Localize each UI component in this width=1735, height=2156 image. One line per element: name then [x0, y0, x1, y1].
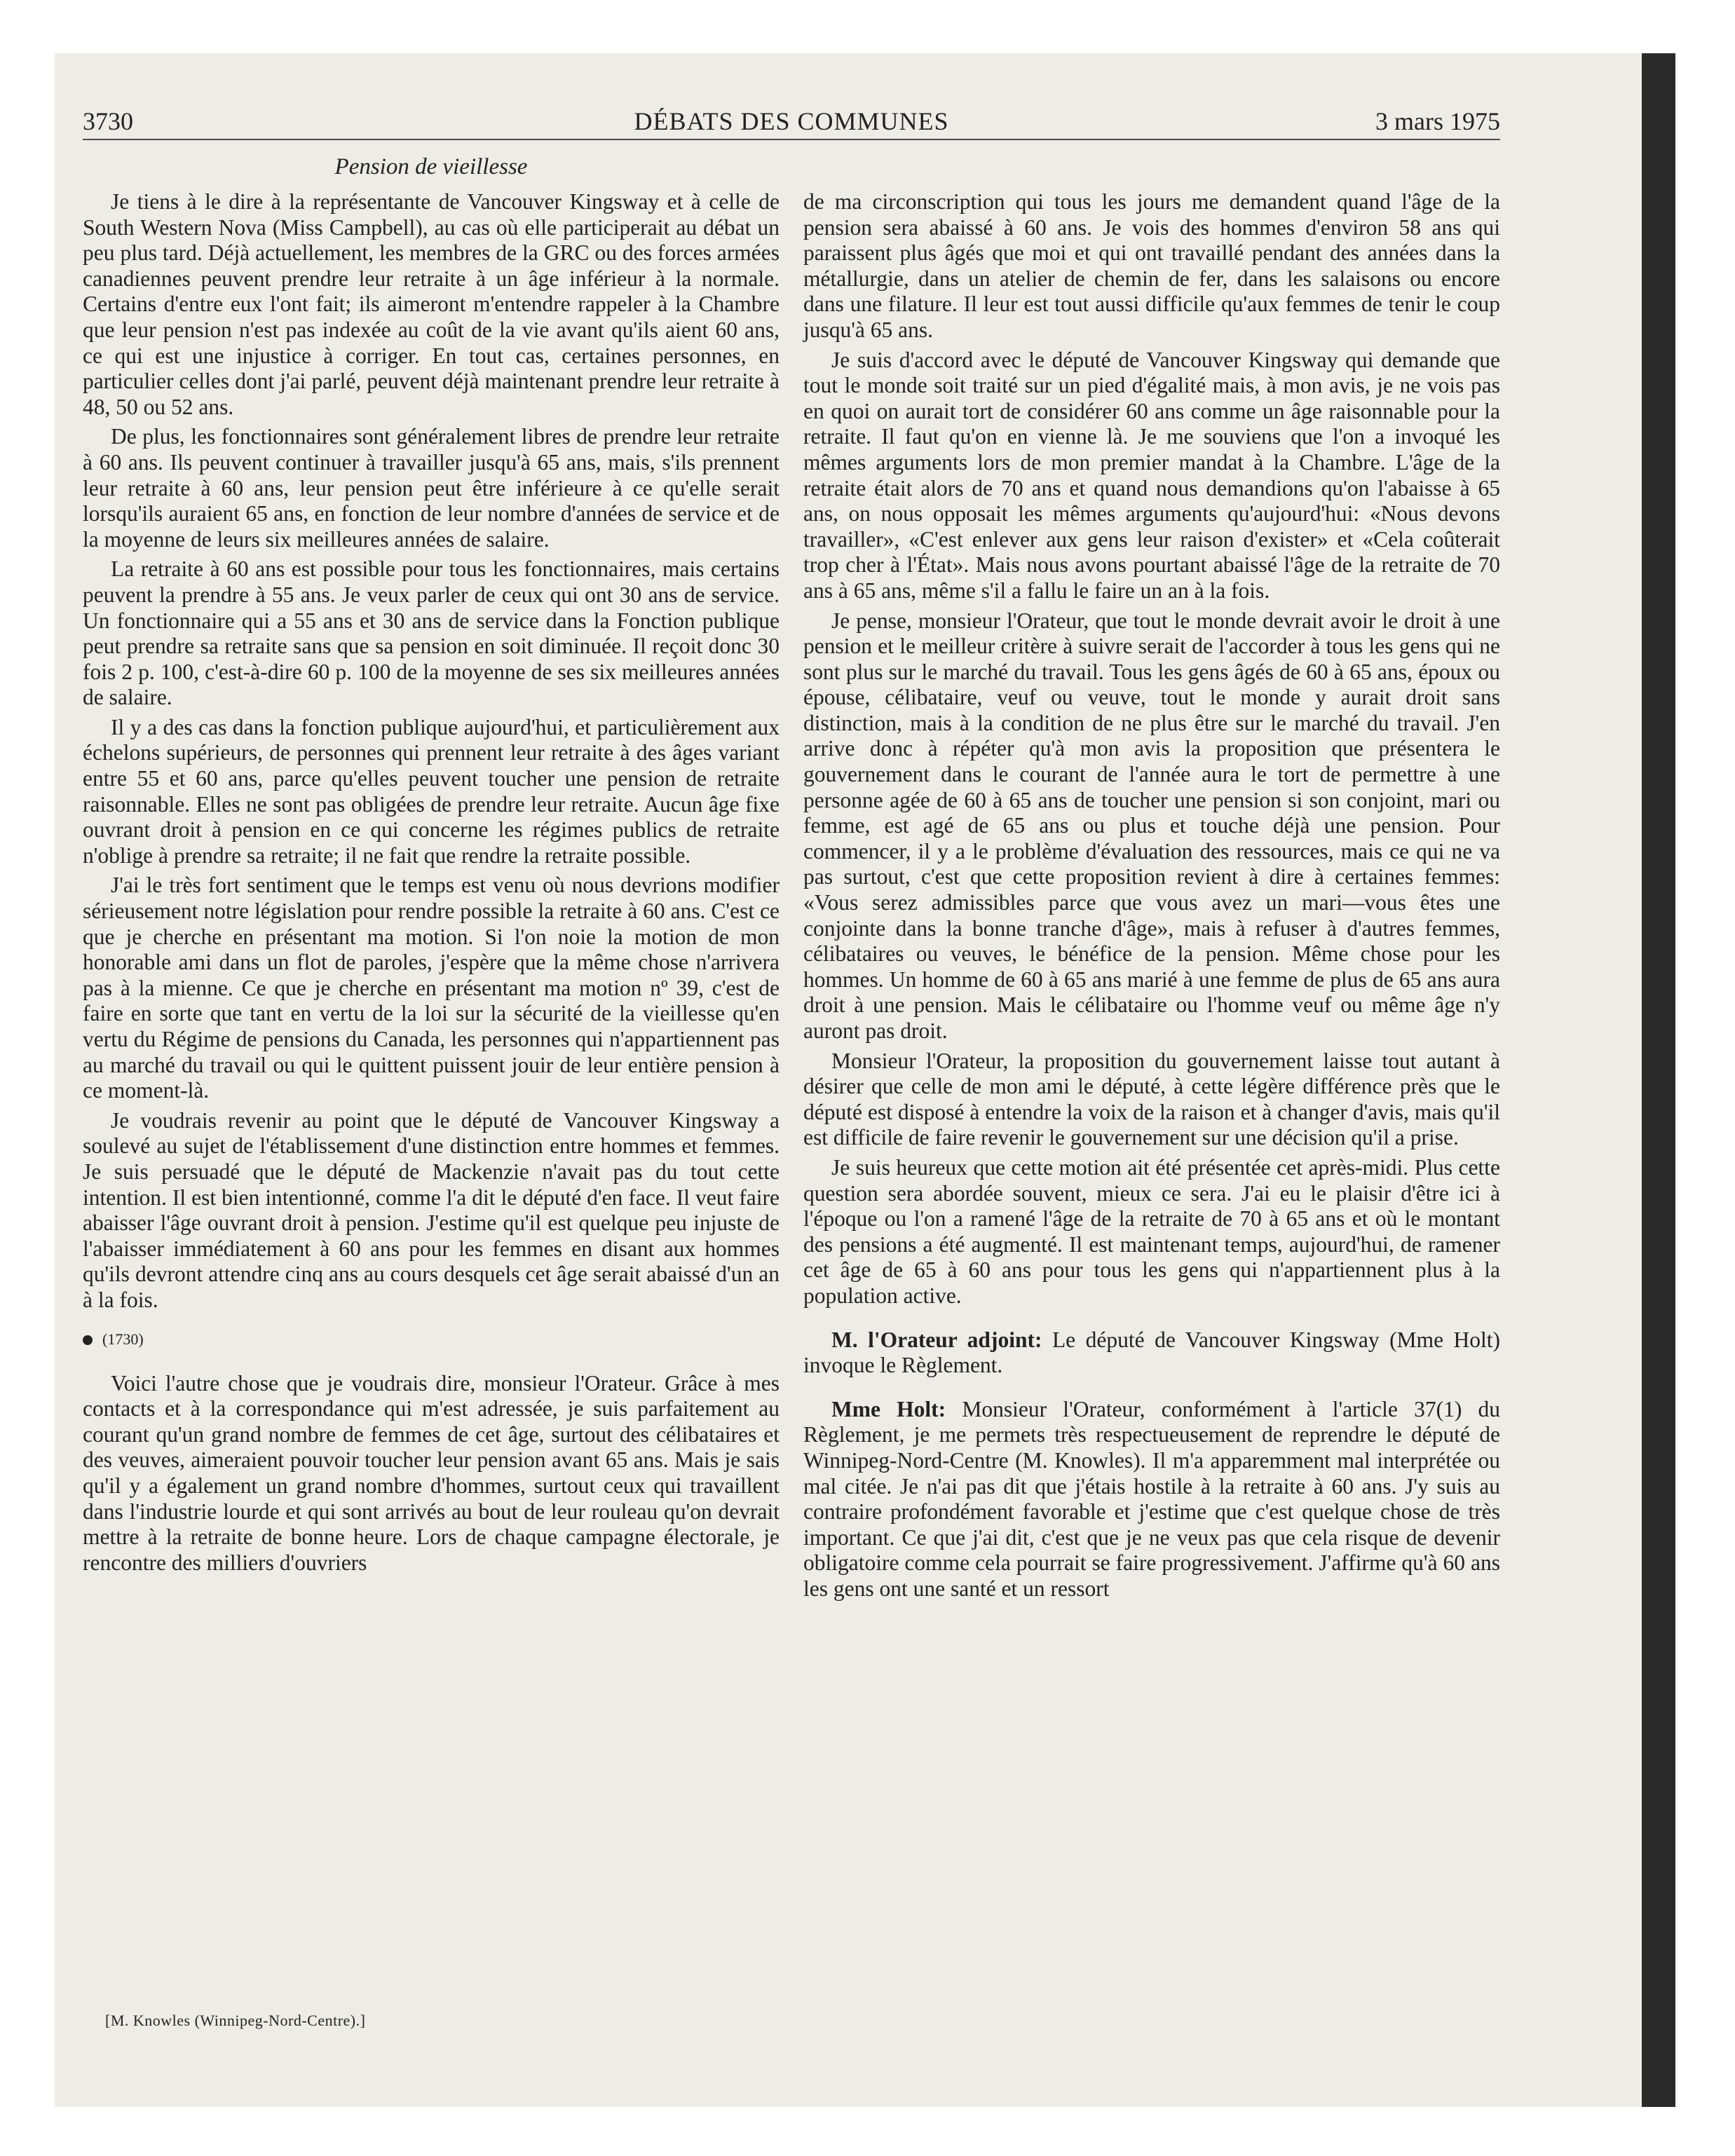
- paragraph: Je voudrais revenir au point que le député de Vancouver Kingsway a soulevé au sujet de l'établissement d'une distinction entre hommes et femmes. Je suis persuadé que le député de Mackenzie n'avait pas du tout cette intention. Il est bien intentionné, comme l'a dit le député d'en face. Il veut faire abaisser l'âge ouvrant droit à pension. J'estime qu'il est quelque peu injuste de l'abaisser immédiatement à 60 ans pour les femmes en disant aux hommes qu'ils devront attendre cinq ans au cours desquels cet âge serait abaissé d'un an à la fois.: [83, 1107, 780, 1312]
- paragraph: J'ai le très fort sentiment que le temps est venu où nous devrions modifier sérieusement notre législation pour rendre possible la retraite à 60 ans. C'est ce que je cherche en présentant ma motion. Si l'on noie la motion de mon honorable ami dans un flot de paroles, j'espère que la même chose n'arrivera pas à la mienne. Ce que je cherche en présentant ma motion nº 39, c'est de faire en sorte que tant en vertu de la loi sur la sécurité de la vieillesse qu'en vertu du Régime de pensions du Canada, les personnes qui n'appartiennent pas au marché du travail ou qui le quittent puissent jouir de leur entière pension à ce moment-là.: [83, 873, 780, 1103]
- time-marker-text: (1730): [102, 1330, 144, 1348]
- speaker-text: Monsieur l'Orateur, conformément à l'article 37(1) du Règlement, je me permets très respectueusement de reprendre le député de Winnipeg-Nord-Centre (M. Knowles). Il m'a apparemment mal interprétée ou mal citée. Je n'ai pas dit que j'étais hostile à la retraite à 60 ans. J'y suis au contraire profondément favorable et j'estime que c'est quelque chose de très important. Ce que j'ai dit, c'est que je ne veux pas que cela risque de devenir obligatoire comme cela pourrait se faire progressivement. J'affirme qu'à 60 ans les gens ont une santé et un ressort: [803, 1396, 1501, 1601]
- scan-edge-band: [1642, 53, 1675, 2107]
- paragraph: Il y a des cas dans la fonction publique aujourd'hui, et particulièrement aux échelons supérieurs, de personnes qui prennent leur retraite à des âges variant entre 55 et 60 ans, parce qu'elles peuvent toucher une pension de retraite raisonnable. Elles ne sont pas obligées de prendre leur retraite. Aucun âge fixe ouvrant droit à pension en ce qui concerne les régimes publics de retraite n'oblige à prendre sa retraite; il ne fait que rendre la retraite possible.: [83, 714, 780, 868]
- paragraph: Voici l'autre chose que je voudrais dire, monsieur l'Orateur. Grâce à mes contacts et à la correspondance qui m'est adressée, je suis parfaitement au courant qu'un grand nombre de femmes de cet âge, surtout des célibataires et des veuves, aimeraient pouvoir toucher leur pension avant 65 ans. Mais je sais qu'il y a également un grand nombre d'hommes, surtout ceux qui travaillent dans l'industrie lourde et qui sont arrivés au bout de leur rouleau qu'on devrait mettre à la retraite de bonne heure. Lors de chaque campagne électorale, je rencontre des milliers d'ouvriers: [83, 1370, 780, 1575]
- speaker-name: Mme Holt:: [831, 1396, 946, 1421]
- paragraph: Je tiens à le dire à la représentante de Vancouver Kingsway et à celle de South Western Nova (Miss Campbell), au cas où elle participerait au débat un peu plus tard. Déjà actuellement, les membres de la GRC ou des forces armées canadiennes peuvent prendre leur retraite à un âge inférieur à la normale. Certains d'entre eux l'ont fait; ils aimeront m'entendre rappeler à la Chambre que leur pension n'est pas indexée au coût de la vie avant qu'ils aient 60 ans, ce qui est une injustice à corriger. En tout cas, certaines personnes, en particulier celles dont j'ai parlé, peuvent déjà maintenant prendre leur retraite à 48, 50 ou 52 ans.: [83, 189, 780, 419]
- section-title: Pension de vieillesse: [334, 154, 528, 179]
- right-column: [803, 189, 1500, 1606]
- paragraph: Je suis d'accord avec le député de Vancouver Kingsway qui demande que tout le monde soit traité sur un pied d'égalité mais, à mon avis, je ne vois pas en quoi on aurait tort de considérer 60 ans comme un âge raisonnable pour la retraite. Il faut qu'on en vienne là. Je me souviens que l'on a invoqué les mêmes arguments lors de mon premier mandat à la Chambre. L'âge de la retraite était alors de 70 ans et quand nous demandions qu'on l'abaisse à 65 ans, on nous opposait les mêmes arguments qu'aujourd'hui: «Nous devons travailler», «C'est enlever aux gens leur raison d'exister» et «Cela coûterait trop cher à l'État». Mais nous avons pourtant abaissé l'âge de la retraite de 70 ans à 65 ans, même s'il a fallu le faire un an à la fois.: [803, 347, 1500, 603]
- holt-paragraph: [803, 1397, 1500, 1602]
- speaker-name: M. l'Orateur adjoint:: [831, 1327, 1042, 1352]
- speaker-footer-note: [M. Knowles (Winnipeg-Nord-Centre).]: [105, 2012, 366, 2029]
- publication-date: 3 mars 1975: [1375, 107, 1500, 135]
- page-header: [83, 100, 1500, 140]
- paragraph: Monsieur l'Orateur, la proposition du gouvernement laisse tout autant à désirer que celle de mon ami le député, à cette légère différence près que le député est disposé à entendre la voix de la raison et à changer d'avis, mais qu'il est difficile de faire revenir le gouvernement sur une décision qu'il a prise.: [803, 1048, 1500, 1150]
- paragraph: Je suis heureux que cette motion ait été présentée cet après-midi. Plus cette question sera abordée souvent, mieux ce sera. J'ai eu le plaisir d'être ici à l'époque ou l'on a ramené l'âge de la retraite de 70 à 65 ans et où le montant des pensions a été augmenté. Il est maintenant temps, aujourd'hui, de ramener cet âge de 65 à 60 ans pour tous les gens qui n'appartiennent plus à la population active.: [803, 1154, 1500, 1308]
- paragraph: La retraite à 60 ans est possible pour tous les fonctionnaires, mais certains peuvent la prendre à 55 ans. Je veux parler de ceux qui ont 30 ans de service. Un fonctionnaire qui a 55 ans et 30 ans de service dans la Fonction publique peut prendre sa retraite sans que sa pension en soit diminuée. Il reçoit donc 30 fois 2 p. 100, c'est-à-dire 60 p. 100 de la moyenne de ses six meilleures années de salaire.: [83, 557, 780, 710]
- paragraph: de ma circonscription qui tous les jours me demandent quand l'âge de la pension sera abaissé à 60 ans. Je vois des hommes d'environ 58 ans qui paraissent plus âgés que moi et qui ont travaillé pendant des années dans la métallurgie, dans un atelier de chemin de fer, dans les salaisons ou encore dans une filature. Il leur est tout aussi difficile qu'aux femmes de tenir le coup jusqu'à 65 ans.: [803, 189, 1500, 342]
- page-number: 3730: [83, 107, 133, 135]
- time-marker: [83, 1329, 780, 1350]
- speaker-text: Le député de Vancouver Kingsway (Mme Holt) invoque le Règlement.: [803, 1327, 1501, 1378]
- paragraph: De plus, les fonctionnaires sont généralement libres de prendre leur retraite à 60 ans. Ils peuvent continuer à travailler jusqu'à 65 ans, mais, s'ils prennent leur retraite à 60 ans, leur pension peut être inférieure à ce qu'elle serait lorsqu'ils auraient 65 ans, en fonction de leur nombre d'années de service et de la moyenne de leurs six meilleures années de salaire.: [83, 424, 780, 552]
- publication-title: DÉBATS DES COMMUNES: [634, 107, 949, 135]
- bullet-dot-icon: [83, 1335, 93, 1345]
- paragraph: Je pense, monsieur l'Orateur, que tout le monde devrait avoir le droit à une pension et le meilleur critère à suivre serait de l'accorder à tous les gens qui ne sont plus sur le marché du travail. Tous les gens âgés de 60 à 65 ans, époux ou épouse, célibataire, veuf ou veuve, tout le monde y aurait droit sans distinction, mais à la condition de ne plus être sur le marché du travail. J'en arrive donc à répéter qu'à mon avis la proposition que présentera le gouvernement dans le courant de l'année aura le tort de permettre à une personne agée de 60 à 65 ans de toucher une pension si son conjoint, mari ou femme, est agé de 65 ans ou plus et touche déjà une pension. Pour commencer, il y a le problème d'évaluation des ressources, mais ce qui ne va pas surtout, c'est que cette proposition revient à dire à certaines femmes: «Vous serez admissibles parce que vous avez un mari—vous êtes une conjointe dans la bonne tranche d'âge», mais à refuser à d'autres femmes, célibataires ou veuves, le bénéfice de la pension. Même chose pour les hommes. Un homme de 60 à 65 ans marié à une femme de plus de 65 ans aura droit à une pension. Mais le célibataire ou l'homme veuf ou même âge n'y auront pas droit.: [803, 608, 1500, 1043]
- deputy-speaker-paragraph: [803, 1328, 1500, 1379]
- left-column: [83, 153, 780, 1580]
